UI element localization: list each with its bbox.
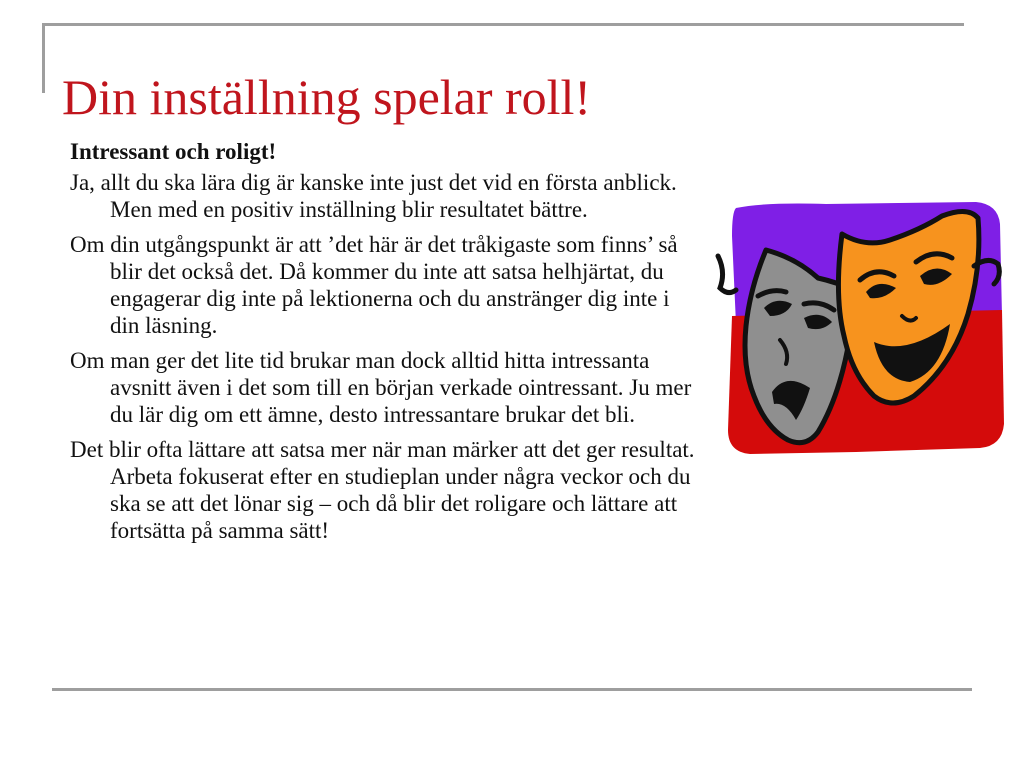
body-heading: Intressant och roligt! [70,139,277,164]
theatre-masks-icon [706,196,1008,460]
body-text [70,138,695,552]
body-paragraph-4: Det blir ofta lättare att satsa mer när man märker att det ger resultat. Arbeta fokuserat efter en studieplan under några veckor och du ska se att det lönar sig – och då blir det roligare och lättare att fortsätta på samma sätt! [70,437,695,543]
body-paragraph-1: Ja, allt du ska lära dig är kanske inte just det vid en första anblick. Men med en positiv inställning blir resultatet bättre. [70,170,677,222]
frame-top-rule [42,23,964,26]
body-paragraph-3: Om man ger det lite tid brukar man dock alltid hitta intressanta avsnitt även i det som till en början verkade ointressant. Ju mer du lär dig om ett ämne, desto intressantare brukar det bli. [70,348,692,427]
slide-title: Din inställning spelar roll! [62,69,592,125]
body-paragraph-2: Om din utgångspunkt är att ’det här är det tråkigaste som finns’ så blir det också det. Då kommer du inte att satsa helhjärtat, du engagerar dig inte på lektionerna och du anstränger dig inte i din läsning. [70,232,678,338]
frame-bottom-rule [52,688,972,691]
frame-left-rule [42,23,45,93]
